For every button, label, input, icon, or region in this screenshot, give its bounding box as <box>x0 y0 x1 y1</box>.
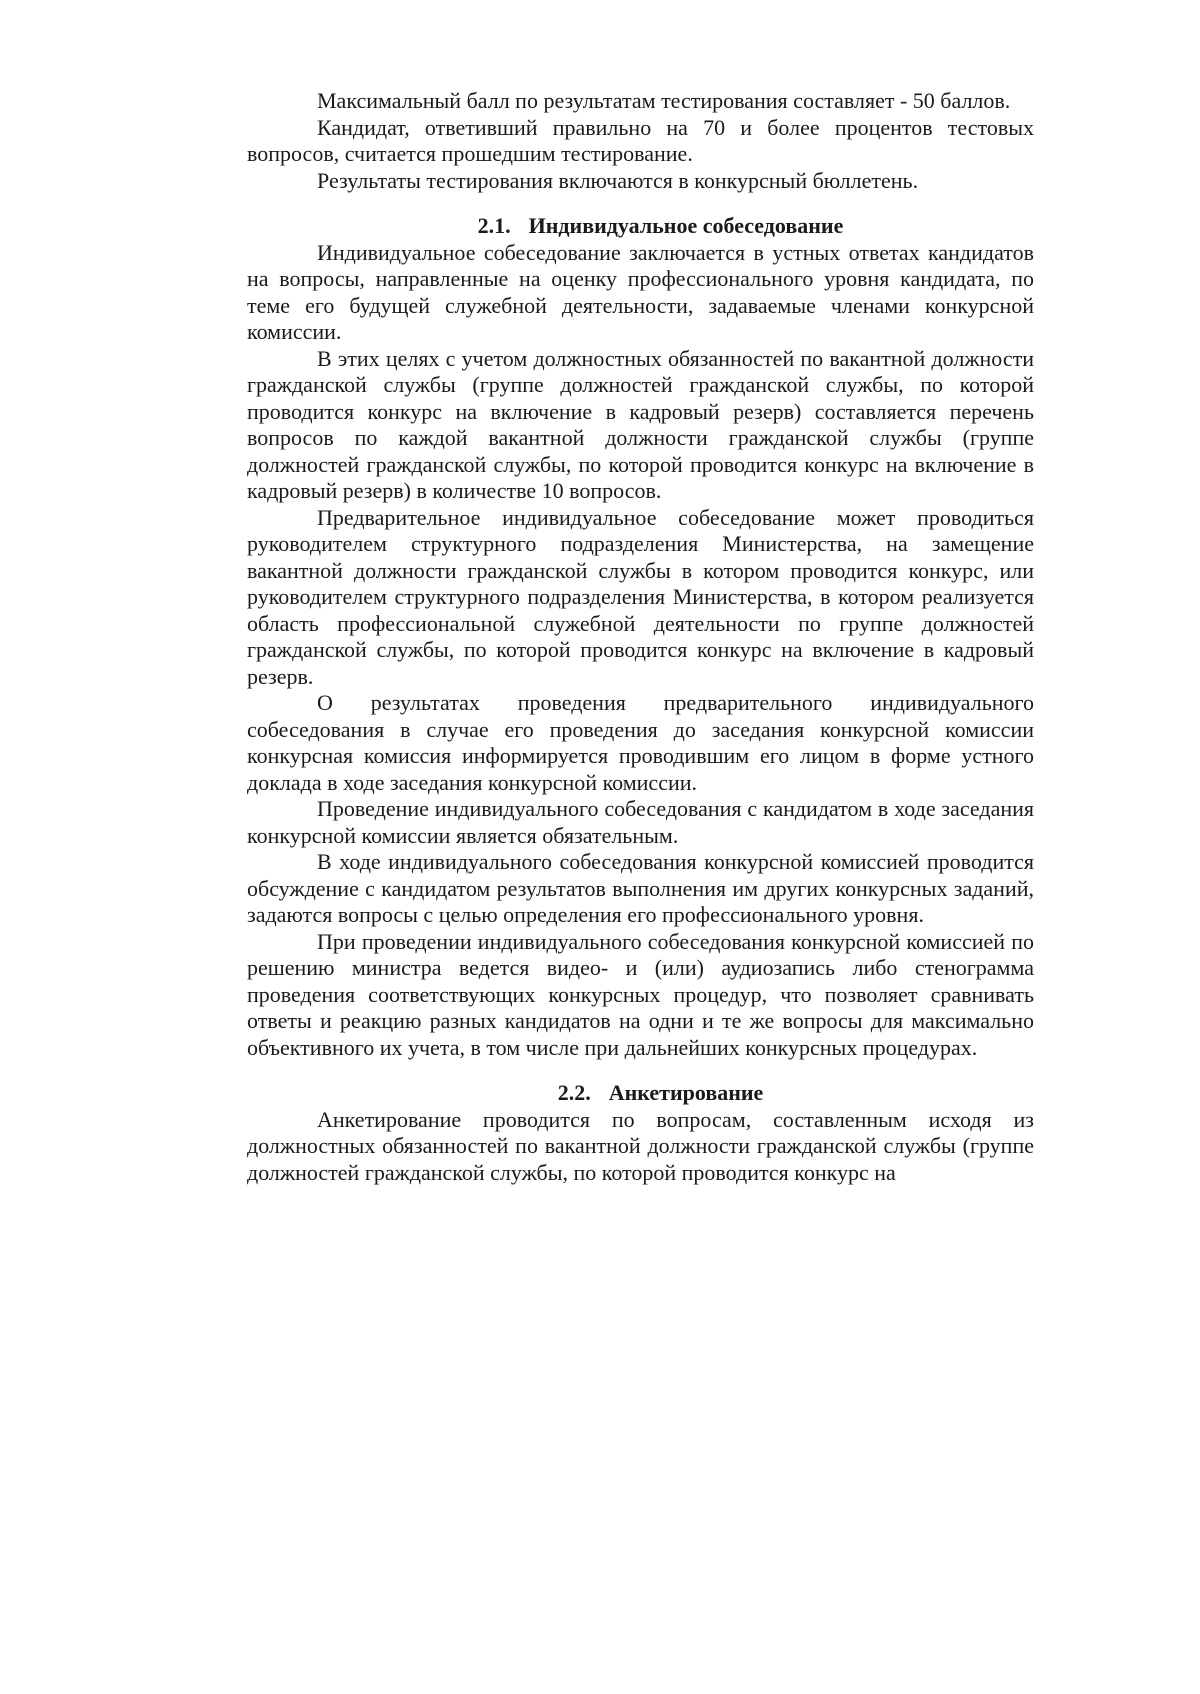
paragraph-max-score: Максимальный балл по результатам тестирования составляет - 50 баллов. <box>317 88 1011 113</box>
paragraph: Индивидуальное собеседование заключается в устных ответах кандидатов на вопросы, направленные на оценку профессионального уровня кандидата, по теме его будущей служебной деятельности, задаваемые членами конкурсной комиссии. <box>247 239 1034 344</box>
paragraph: О результатах проведения предварительного индивидуального собеседования в случае его проведения до заседания конкурсной комиссии конкурсная комиссия информируется проводившим его лицом в форме устного доклада в ходе заседания конкурсной комиссии. <box>247 690 1034 795</box>
paragraph: Анкетирование проводится по вопросам, составленным исходя из должностных обязанностей по вакантной должности гражданской службы (группе должностей гражданской службы, по которой проводится конкурс на <box>247 1106 1034 1185</box>
section-number: 2.1. <box>477 213 511 238</box>
section-heading-questionnaire <box>247 1080 1034 1107</box>
paragraph-results-ballot: Результаты тестирования включаются в конкурсный бюллетень. <box>317 167 919 193</box>
paragraph: В этих целях с учетом должностных обязанностей по вакантной должности гражданской службы (группе должностей гражданской службы, по которой проводится конкурс на включение в кадровый резерв) составляется перечень вопросов по каждой вакантной должности гражданской службы (группе должностей гражданской службы, по которой проводится конкурс на включение в кадровый резерв) в количестве 10 вопросов. <box>247 345 1034 503</box>
paragraph: В ходе индивидуального собеседования конкурсной комиссией проводится обсуждение с кандидатом результатов выполнения им других конкурсных заданий, задаются вопросы с целью определения его профессионального уровня. <box>247 849 1034 927</box>
section-number: 2.2. <box>557 1080 591 1105</box>
paragraph-passing-threshold: Кандидат, ответивший правильно на 70 и более процентов тестовых вопросов, считается прошедшим тестирование. <box>247 114 1034 166</box>
paragraph: При проведении индивидуального собеседования конкурсной комиссией по решению министра ведется видео- и (или) аудиозапись либо стенограмма проведения соответствующих конкурсных процедур, что позволяет сравнивать ответы и реакцию разных кандидатов на одни и те же вопросы для максимально объективного их учета, в том числе при дальнейших конкурсных процедурах. <box>247 928 1034 1060</box>
document-body <box>247 88 1034 1186</box>
paragraph: Предварительное индивидуальное собеседование может проводиться руководителем структурного подразделения Министерства, на замещение вакантной должности гражданской службы в котором проводится конкурс, или руководителем структурного подразделения Министерства, в котором реализуется область профессиональной служебной деятельности по группе должностей гражданской службы, по которой проводится конкурс на включение в кадровый резерв. <box>247 504 1034 689</box>
section-title: Индивидуальное собеседование <box>528 213 844 238</box>
paragraph: Проведение индивидуального собеседования с кандидатом в ходе заседания конкурсной комиссии является обязательным. <box>247 796 1034 848</box>
section-title: Анкетирование <box>608 1080 764 1105</box>
section-heading-interview <box>247 213 1034 240</box>
